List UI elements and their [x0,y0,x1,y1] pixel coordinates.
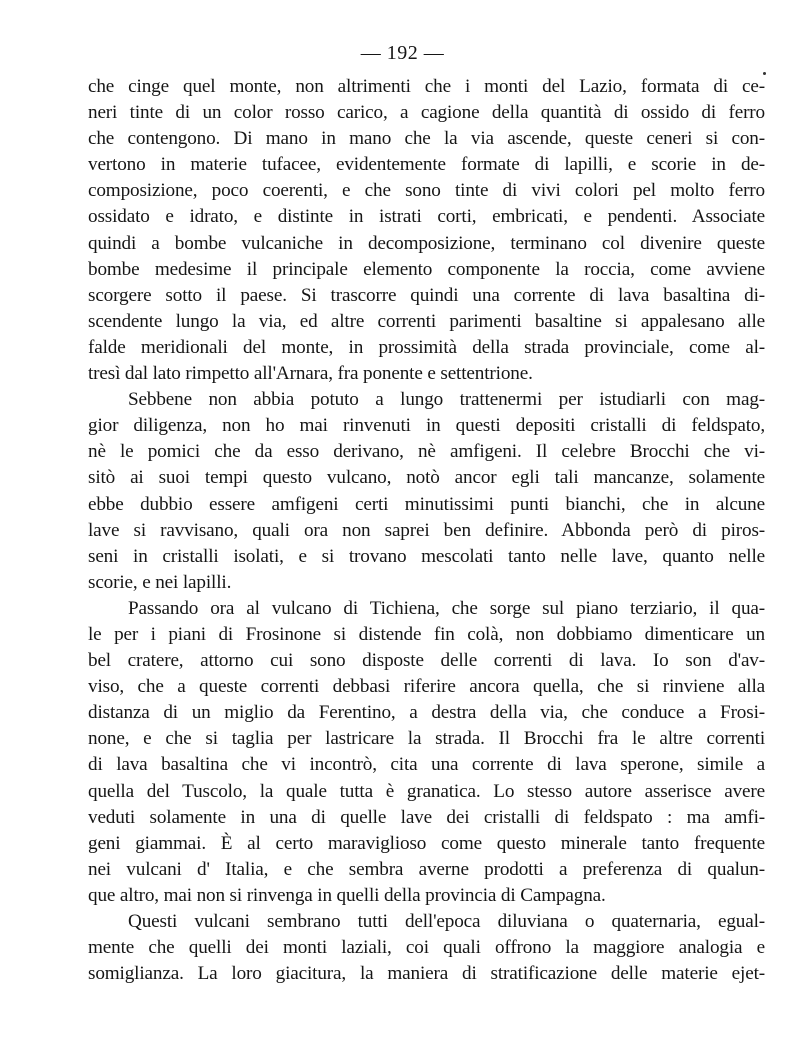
text-line: somiglianza. La loro giacitura, la maniera di stratificazione delle materie ejet- [88,963,765,985]
text-line: lave si ravvisano, quali ora non saprei ben definire. Abbonda però di piros- [88,519,765,541]
text-line: che cinge quel monte, non altrimenti che i monti del Lazio, formata di ce- [88,76,765,97]
text-line: distanza di un miglio da Ferentino, a destra della via, che conduce a Frosi- [88,702,765,724]
text-line: viso, che a queste correnti debbasi riferire ancora quella, che si rinviene alla [88,676,765,698]
text-line: bel cratere, attorno cui sono disposte delle correnti di lava. Io son d'av- [88,650,765,672]
text-line: que altro, mai non si rinvenga in quelli della provincia di Campagna. [88,884,606,906]
text-line: nei vulcani d' Italia, e che sembra averne prodotti a preferenza di qualun- [88,858,765,880]
text-line: veduti solamente in una di quelle lave dei cristalli di feldspato : ma amfi- [88,806,765,828]
page-number: — 192 — [360,42,445,64]
text-line: Sebbene non abbia potuto a lungo trattenermi per istudiarli con mag- [128,389,765,411]
text-line: seni in cristalli isolati, e si trovano mescolati tanto nelle lave, quanto nelle [88,545,765,567]
text-line: Passando ora al vulcano di Tichiena, che sorge sul piano terziario, il qua- [128,597,765,619]
body-text [88,74,765,987]
text-line: falde meridionali del monte, in prossimità della strada provinciale, come al- [88,336,765,358]
text-line: quella del Tuscolo, la quale tutta è granatica. Lo stesso autore asserisce avere [88,780,765,802]
paragraph-1 [88,74,765,387]
text-line: vertono in materie tufacee, evidentemente formate di lapilli, e scorie in de- [88,154,765,176]
text-line: gior diligenza, non ho mai rinvenuti in questi depositi cristalli di feldspato, [88,415,765,437]
text-line: nè le pomici che da esso derivano, nè amfigeni. Il celebre Brocchi che vi- [88,441,765,463]
text-line: none, e che si taglia per lastricare la strada. Il Brocchi fra le altre correnti [88,728,765,750]
text-line: di lava basaltina che vi incontrò, cita una corrente di lava sperone, simile a [88,754,765,776]
text-line: sitò ai suoi tempi questo vulcano, notò ancor egli tali mancanze, solamente [88,467,765,489]
paragraph-3 [88,596,765,909]
text-line: neri tinte di un color rosso carico, a cagione della quantità di ossido di ferro [88,102,765,124]
text-line: scendente lungo la via, ed altre correnti parimenti basaltine si appalesano alle [88,310,765,332]
text-line: ebbe dubbio essere amfigeni certi minutissimi punti bianchi, che in alcune [88,493,765,515]
text-line: quindi a bombe vulcaniche in decomposizione, terminano col divenire queste [88,232,765,254]
text-line: geni giammai. È al certo maraviglioso come questo minerale tanto frequente [88,832,765,854]
text-line: che contengono. Di mano in mano che la via ascende, queste ceneri si con- [88,128,765,150]
paragraph-4 [88,909,765,987]
text-line: Questi vulcani sembrano tutti dell'epoca diluviana o quaternaria, egual- [128,911,765,932]
text-line: le per i piani di Frosinone si distende fin colà, non dobbiamo dimenticare un [88,623,765,645]
text-line: mente che quelli dei monti laziali, coi quali offrono la maggiore analogia e [88,937,765,959]
text-line: ossidato e idrato, e distinte in istrati corti, embricati, e pendenti. Associate [88,206,765,228]
paragraph-2 [88,387,765,596]
text-line: tresì dal lato rimpetto all'Arnara, fra ponente e settentrione. [88,363,533,385]
text-line: scorgere sotto il paese. Si trascorre quindi una corrente di lava basaltina di- [88,284,765,306]
text-line: composizione, poco coerenti, e che sono tinte di vivi colori pel molto ferro [88,180,765,202]
text-line: bombe medesime il principale elemento componente la roccia, come avviene [88,258,765,280]
text-line: scorie, e nei lapilli. [88,571,232,593]
